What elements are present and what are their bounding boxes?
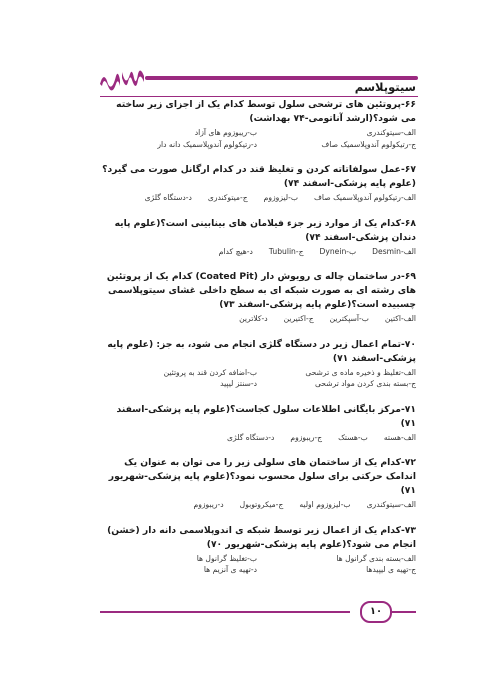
question-list xyxy=(98,98,416,576)
footer-rule-tail xyxy=(392,611,416,613)
answer-options xyxy=(98,432,416,444)
answer-options xyxy=(98,313,416,325)
answer-option: ب-لیزوزوم اولیه xyxy=(299,500,351,509)
answer-option: الف-تغلیظ و ذخیره ماده ی ترشحی xyxy=(305,367,416,377)
question-text: ۷۲-کدام یک از ساختمان های سلولی زیر را می توان به عنوان یک اندامک حرکتی برای سلول محسوب نمود؟(علوم پایه پزشکی-شهریور ۷۱) xyxy=(108,457,416,496)
answer-option: د-کلاترین xyxy=(239,314,268,323)
question-item xyxy=(98,163,416,204)
chapter-title: سیتوپلاسم xyxy=(354,80,416,94)
question-text: ۶۶-پروتئین های ترشحی سلول توسط کدام یک از اجزای زیر ساخته می شود؟(ارشد آناتومی-۷۴ بهداشت) xyxy=(116,99,416,124)
answer-option: الف-هسته xyxy=(383,432,416,442)
answer-option: ب-ریبوزوم های آزاد xyxy=(194,128,257,137)
question-item xyxy=(98,403,416,444)
answer-options xyxy=(98,127,416,150)
answer-option: ب-آسپکترین xyxy=(329,314,369,323)
question-text: ۷۳-کدام یک از اعمال زیر توسط شبکه ی اندوپلاسمی دانه دار (خشن) انجام می شود؟(علوم پایه پزشکی-شهریور ۷۰) xyxy=(107,524,416,550)
question-item xyxy=(98,524,416,576)
answer-option: الف-سیتوکندری xyxy=(366,128,416,137)
answer-option: ب-اضافه کردن قند به پروتئین xyxy=(163,367,257,377)
answer-option: الف-اکتین xyxy=(384,314,416,323)
question-item xyxy=(98,338,416,390)
answer-option: ج-اکتیرین xyxy=(283,314,314,323)
question-item xyxy=(98,270,416,325)
answer-option: د-دستگاه گلژی xyxy=(227,432,275,442)
answer-options xyxy=(98,499,416,511)
question-text: ۶۹-در ساختمان چاله ی رویوش دار (Coated Pit) کدام یک از پروتئین های رشته ای به صورت شبکه ای به سطح داخلی غشای سیتوپلاسمی چسبیده است؟(علوم پایه پزشکی-اسفند ۷۳) xyxy=(106,271,416,310)
answer-options xyxy=(98,553,416,576)
answer-option: ج-Tubulin xyxy=(268,246,304,256)
question-item xyxy=(98,217,416,258)
answer-option: ب-تغلیظ گرانول ها xyxy=(196,553,257,563)
question-item xyxy=(98,456,416,511)
answer-option: الف-بسته بندی گرانول ها xyxy=(336,553,416,563)
answer-option: ج-میکروتوبول xyxy=(239,500,284,509)
answer-option: د-دستگاه گلژی xyxy=(144,193,192,202)
answer-option: الف-سیتوکندری xyxy=(366,500,416,509)
answer-option: د-تهیه ی آنزیم ها xyxy=(203,565,257,574)
answer-option: ب-لیزوزوم xyxy=(263,193,299,202)
answer-option: ج-تهیه ی لیپیدها xyxy=(366,565,416,574)
answer-option: د-ریبوزوم xyxy=(193,500,224,509)
answer-option: د-سنتز لیپید xyxy=(220,379,257,388)
answer-option: ب-هستک xyxy=(338,432,368,442)
header-rule xyxy=(100,96,418,97)
answer-option: ج-بسته بندی کردن مواد ترشحی xyxy=(314,379,416,388)
answer-options xyxy=(98,367,416,390)
question-item xyxy=(98,98,416,150)
answer-option: ج-رتیکولوم آندوپلاسمیک صاف xyxy=(321,139,416,149)
question-text: ۷۱-مرکز بایگانی اطلاعات سلول کجاست؟(علوم پایه پزشکی-اسفند ۷۱) xyxy=(116,403,416,429)
answer-option: د-رتیکولوم آندوپلاسمیک دانه دار xyxy=(157,139,257,149)
answer-option: الف-Desmin xyxy=(372,246,416,256)
answer-option: د-هیچ کدام xyxy=(218,246,253,256)
wave-logo-icon xyxy=(98,66,148,92)
footer-rule xyxy=(100,611,350,613)
answer-option: ب-Dynein xyxy=(319,246,357,256)
answer-option: الف-رتیکولوم آندوپلاسمیک صاف xyxy=(314,193,416,202)
question-text: ۶۸-کدام یک از موارد زیر جزء فیلامان های بینابینی است؟(علوم پایه دندان پزشکی-اسفند ۷۴) xyxy=(114,217,416,243)
page-number: ۱۰ xyxy=(360,601,392,623)
question-text: ۶۷-عمل سولفاتاته کردن و تغلیظ قند در کدام ارگانل صورت می گیرد؟(علوم پایه پزشکی-اسفند ۷۴) xyxy=(102,164,416,189)
question-text: ۷۰-تمام اعمال زیر در دستگاه گلژی انجام می شود، به جز: (علوم پایه پزشکی-اسفند ۷۱) xyxy=(107,338,416,364)
answer-option: ج-ریبوزوم xyxy=(290,432,323,442)
answer-option: ج-میتوکندری xyxy=(207,193,248,202)
answer-options xyxy=(98,246,416,258)
answer-options xyxy=(98,192,416,204)
